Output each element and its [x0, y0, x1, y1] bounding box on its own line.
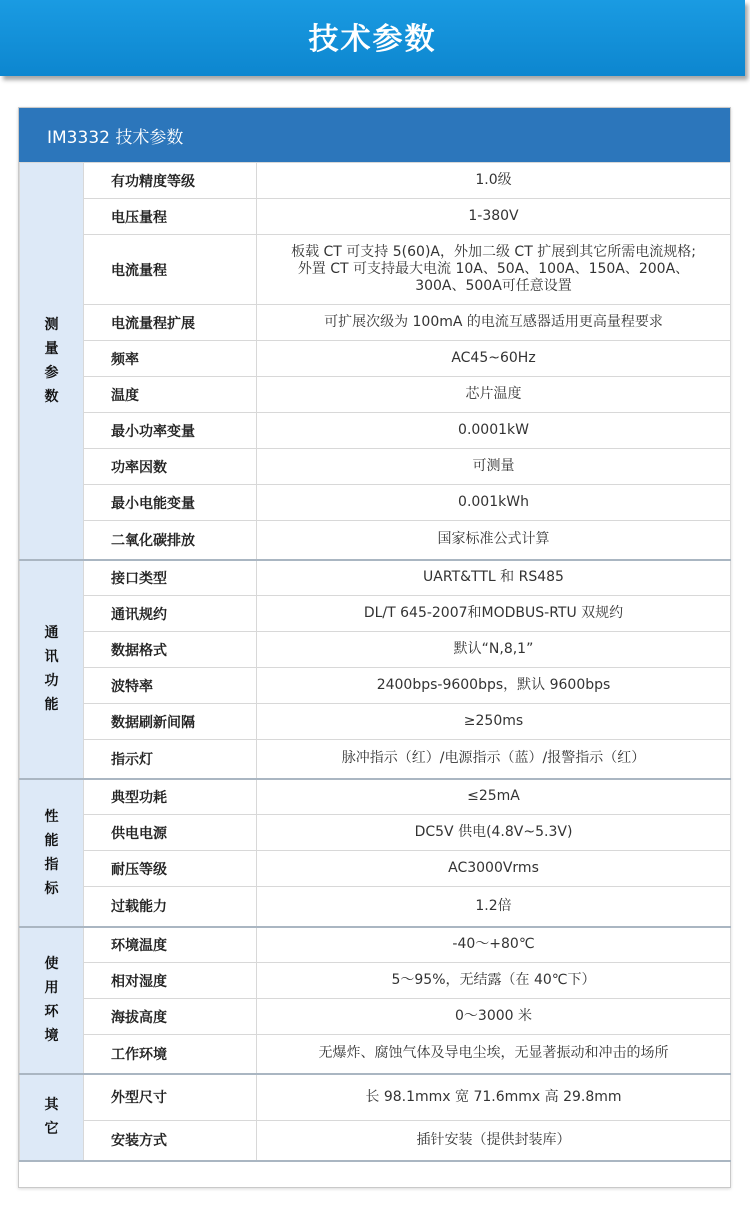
param-name: 数据刷新间隔 [84, 704, 257, 740]
param-name: 温度 [84, 377, 257, 413]
spec-row [20, 704, 731, 740]
spec-row [20, 779, 731, 815]
spec-row [20, 341, 731, 377]
section-category [20, 1074, 84, 1161]
param-value: 0.001kWh [257, 485, 731, 521]
param-value: -40～+80℃ [257, 927, 731, 963]
spec-row [20, 521, 731, 560]
param-name: 最小电能变量 [84, 485, 257, 521]
param-value: 无爆炸、腐蚀气体及导电尘埃，无显著振动和冲击的场所 [257, 1035, 731, 1074]
param-value: 芯片温度 [257, 377, 731, 413]
param-value: ≥250ms [257, 704, 731, 740]
param-value: 插针安装（提供封装库） [257, 1121, 731, 1161]
spec-row [20, 887, 731, 927]
section-category-label: 测量参数 [44, 316, 59, 405]
param-value: UART&TTL 和 RS485 [257, 560, 731, 596]
param-value: 1-380V [257, 199, 731, 235]
spec-row [20, 596, 731, 632]
param-value: 板载 CT 可支持 5(60)A，外加二级 CT 扩展到其它所需电流规格; 外置 CT 可支持最大电流 10A、50A、100A、150A、200A、 300A、500A可任意设置 [257, 235, 731, 305]
param-name: 海拔高度 [84, 999, 257, 1035]
param-name: 波特率 [84, 668, 257, 704]
spec-row [20, 668, 731, 704]
section-category-label: 其它 [44, 1097, 59, 1137]
param-value: AC45~60Hz [257, 341, 731, 377]
banner-title: 技术参数 [308, 22, 437, 57]
param-value: 长 98.1mmx 宽 71.6mmx 高 29.8mm [257, 1074, 731, 1121]
param-name: 供电电源 [84, 815, 257, 851]
spec-row [20, 305, 731, 341]
param-name: 电流量程 [84, 235, 257, 305]
card-title: IM3332 技术参数 [47, 127, 184, 148]
section-category [20, 560, 84, 779]
spec-table [19, 162, 731, 1162]
spec-row [20, 740, 731, 779]
param-name: 数据格式 [84, 632, 257, 668]
spec-row [20, 413, 731, 449]
spec-row [20, 1074, 731, 1121]
section-category-label: 通讯功能 [44, 625, 59, 713]
section-category [20, 163, 84, 560]
param-value: DC5V 供电(4.8V~5.3V) [257, 815, 731, 851]
spec-row [20, 851, 731, 887]
param-value: 2400bps-9600bps，默认 9600bps [257, 668, 731, 704]
param-value: 可扩展次级为 100mA 的电流互感器适用更高量程要求 [257, 305, 731, 341]
section-category [20, 927, 84, 1074]
spec-row [20, 560, 731, 596]
section-category-label: 使用环境 [44, 956, 59, 1044]
spec-row [20, 999, 731, 1035]
param-value: 可测量 [257, 449, 731, 485]
param-name: 外型尺寸 [84, 1074, 257, 1121]
param-name: 典型功耗 [84, 779, 257, 815]
param-value: 5～95%，无结露（在 40℃下） [257, 963, 731, 999]
section-category-label: 性能指标 [44, 808, 59, 897]
param-name: 电流量程扩展 [84, 305, 257, 341]
param-name: 相对湿度 [84, 963, 257, 999]
spec-row [20, 815, 731, 851]
param-value: 国家标准公式计算 [257, 521, 731, 560]
spec-row [20, 1121, 731, 1161]
param-name: 指示灯 [84, 740, 257, 779]
spec-row [20, 485, 731, 521]
param-value: 0～3000 米 [257, 999, 731, 1035]
section-category [20, 779, 84, 927]
param-name: 工作环境 [84, 1035, 257, 1074]
spec-row [20, 377, 731, 413]
param-name: 二氧化碳排放 [84, 521, 257, 560]
spec-row [20, 927, 731, 963]
spec-row [20, 449, 731, 485]
spec-card [18, 107, 731, 1188]
param-value: 1.0级 [257, 163, 731, 199]
spec-row [20, 163, 731, 199]
param-value: 1.2倍 [257, 887, 731, 927]
param-name: 接口类型 [84, 560, 257, 596]
card-header [19, 108, 730, 162]
param-value: AC3000Vrms [257, 851, 731, 887]
param-value: ≤25mA [257, 779, 731, 815]
param-name: 通讯规约 [84, 596, 257, 632]
param-name: 环境温度 [84, 927, 257, 963]
param-name: 功率因数 [84, 449, 257, 485]
title-banner [0, 0, 745, 76]
param-name: 有功精度等级 [84, 163, 257, 199]
param-name: 安装方式 [84, 1121, 257, 1161]
param-name: 频率 [84, 341, 257, 377]
param-name: 最小功率变量 [84, 413, 257, 449]
spec-row [20, 235, 731, 305]
param-value: 0.0001kW [257, 413, 731, 449]
spec-row [20, 632, 731, 668]
param-name: 过载能力 [84, 887, 257, 927]
spec-row [20, 1035, 731, 1074]
spec-row [20, 199, 731, 235]
param-name: 耐压等级 [84, 851, 257, 887]
spec-row [20, 963, 731, 999]
param-name: 电压量程 [84, 199, 257, 235]
param-value: DL/T 645-2007和MODBUS-RTU 双规约 [257, 596, 731, 632]
param-value: 默认“N,8,1” [257, 632, 731, 668]
param-value: 脉冲指示（红）/电源指示（蓝）/报警指示（红） [257, 740, 731, 779]
